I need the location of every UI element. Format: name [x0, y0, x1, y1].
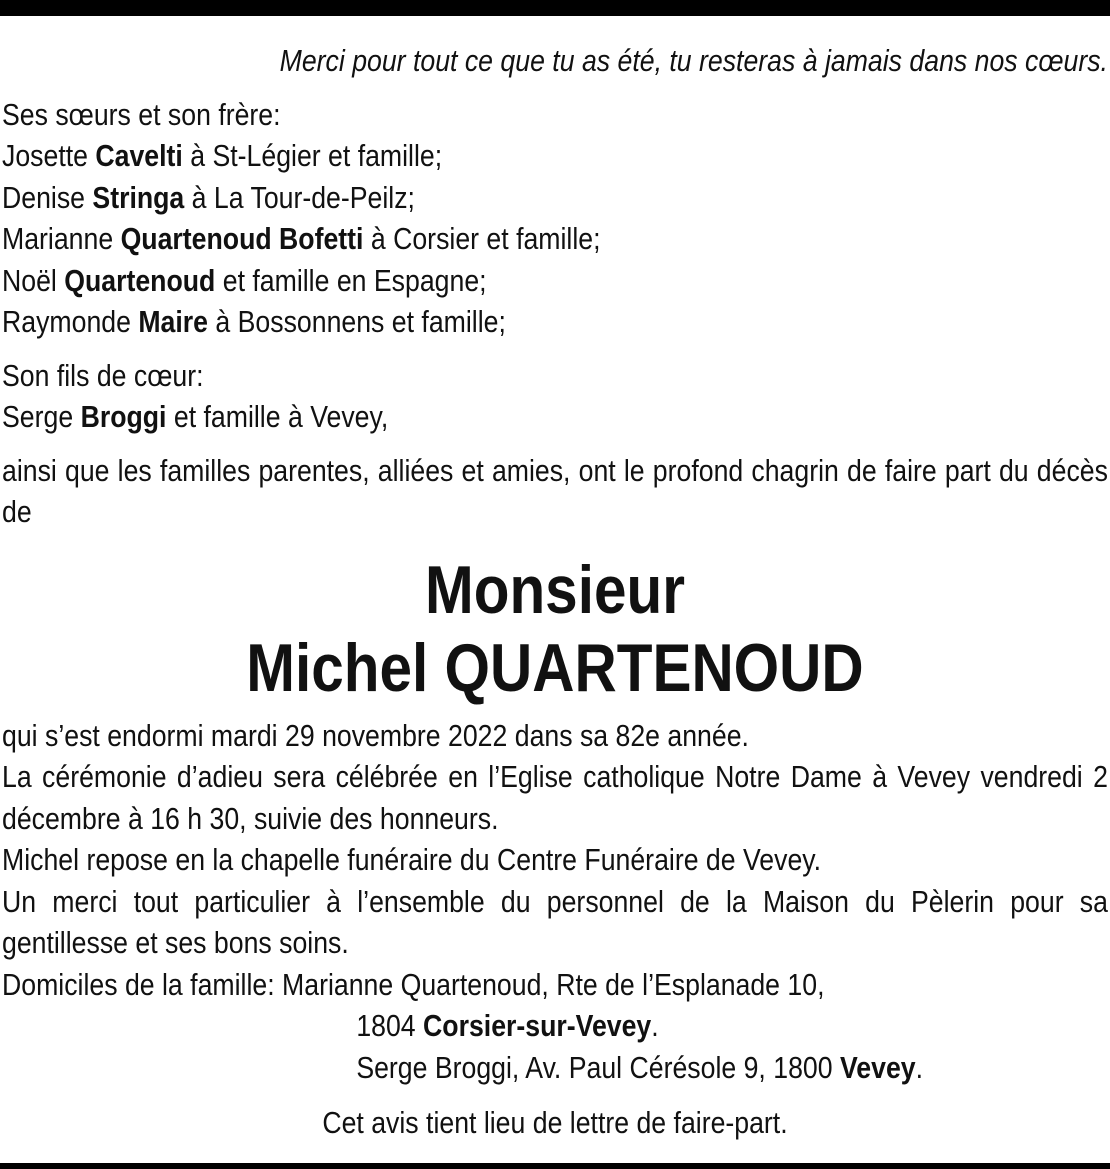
domicile-address-2-line	[2, 1047, 1108, 1089]
son-section	[2, 355, 1108, 438]
details-section	[2, 715, 1108, 964]
sibling-first-name: Raymonde	[2, 304, 131, 339]
domicile-postal-1: 1804	[356, 1008, 416, 1043]
sibling-entry	[2, 301, 1108, 343]
passing-date-text: qui s’est endormi mardi 29 novembre 2022 dans sa 82e année.	[2, 717, 749, 753]
sibling-last-name: Cavelti	[95, 138, 183, 173]
bottom-border-rule	[0, 1163, 1110, 1169]
repose-text: Michel repose en la chapelle funéraire du Centre Funéraire de Vevey.	[2, 842, 822, 877]
siblings-section	[2, 94, 1108, 343]
deceased-name-block	[2, 551, 1108, 707]
announcement-text: ainsi que les familles parentes, alliées et amies, ont le profond chagrin de faire part du décès de	[2, 452, 1108, 529]
siblings-heading: Ses sœurs et son frère:	[2, 96, 281, 132]
opening-quote: Merci pour tout ce que tu as été, tu resteras à jamais dans nos cœurs.	[279, 43, 1108, 78]
sibling-detail: à St-Légier et famille;	[190, 138, 443, 173]
domicile-city-2: Vevey	[839, 1049, 916, 1085]
son-entry	[2, 396, 1108, 438]
son-heading: Son fils de cœur:	[2, 357, 204, 393]
sibling-last-name: Maire	[138, 304, 208, 339]
sibling-last-name: Quartenoud Bofetti	[120, 221, 364, 256]
domicile-address-1-city-line	[2, 1005, 1108, 1047]
footer-notice: Cet avis tient lieu de lettre de faire-part.	[322, 1105, 788, 1140]
sibling-first-name: Noël	[2, 262, 57, 298]
sibling-last-name: Quartenoud	[64, 262, 216, 298]
sibling-first-name: Josette	[2, 138, 88, 173]
sibling-detail: à La Tour-de-Peilz;	[191, 179, 415, 215]
domicile-end-2: .	[915, 1049, 924, 1085]
domicile-city-1: Corsier-sur-Vevey	[423, 1008, 652, 1043]
domiciles-section	[2, 964, 1108, 1089]
deceased-name: Michel QUARTENOUD	[246, 629, 864, 706]
domiciles-label: Domiciles de la famille:	[2, 966, 275, 1002]
top-border-rule	[0, 0, 1110, 16]
sibling-entry	[2, 218, 1108, 260]
son-detail: et famille à Vevey,	[173, 399, 389, 434]
domiciles-line	[2, 964, 1108, 1006]
son-last-name: Broggi	[80, 399, 167, 434]
domicile-end-1: .	[651, 1008, 659, 1043]
sibling-last-name: Stringa	[92, 179, 185, 215]
thanks-text: Un merci tout particulier à l’ensemble du personnel de la Maison du Pèlerin pour sa gentillesse et ses bons soins.	[2, 883, 1108, 960]
sibling-first-name: Marianne	[2, 221, 114, 256]
sibling-entry	[2, 177, 1108, 219]
sibling-detail: et famille en Espagne;	[222, 262, 487, 298]
ceremony-text: La cérémonie d’adieu sera célébrée en l’Eglise catholique Notre Dame à Vevey vendredi 2 décembre à 16 h 30, suivie des honneurs.	[2, 759, 1108, 836]
son-first-name: Serge	[2, 399, 74, 434]
sibling-detail: à Bossonnens et famille;	[215, 304, 506, 339]
sibling-entry	[2, 260, 1108, 302]
sibling-first-name: Denise	[2, 179, 85, 215]
sibling-entry	[2, 135, 1108, 177]
obituary-notice	[2, 40, 1108, 1144]
sibling-detail: à Corsier et famille;	[370, 221, 601, 256]
deceased-title: Monsieur	[425, 551, 685, 628]
domicile-address-1: Marianne Quartenoud, Rte de l’Esplanade 10,	[282, 966, 825, 1002]
domicile-address-2: Serge Broggi, Av. Paul Cérésole 9, 1800	[356, 1049, 833, 1085]
